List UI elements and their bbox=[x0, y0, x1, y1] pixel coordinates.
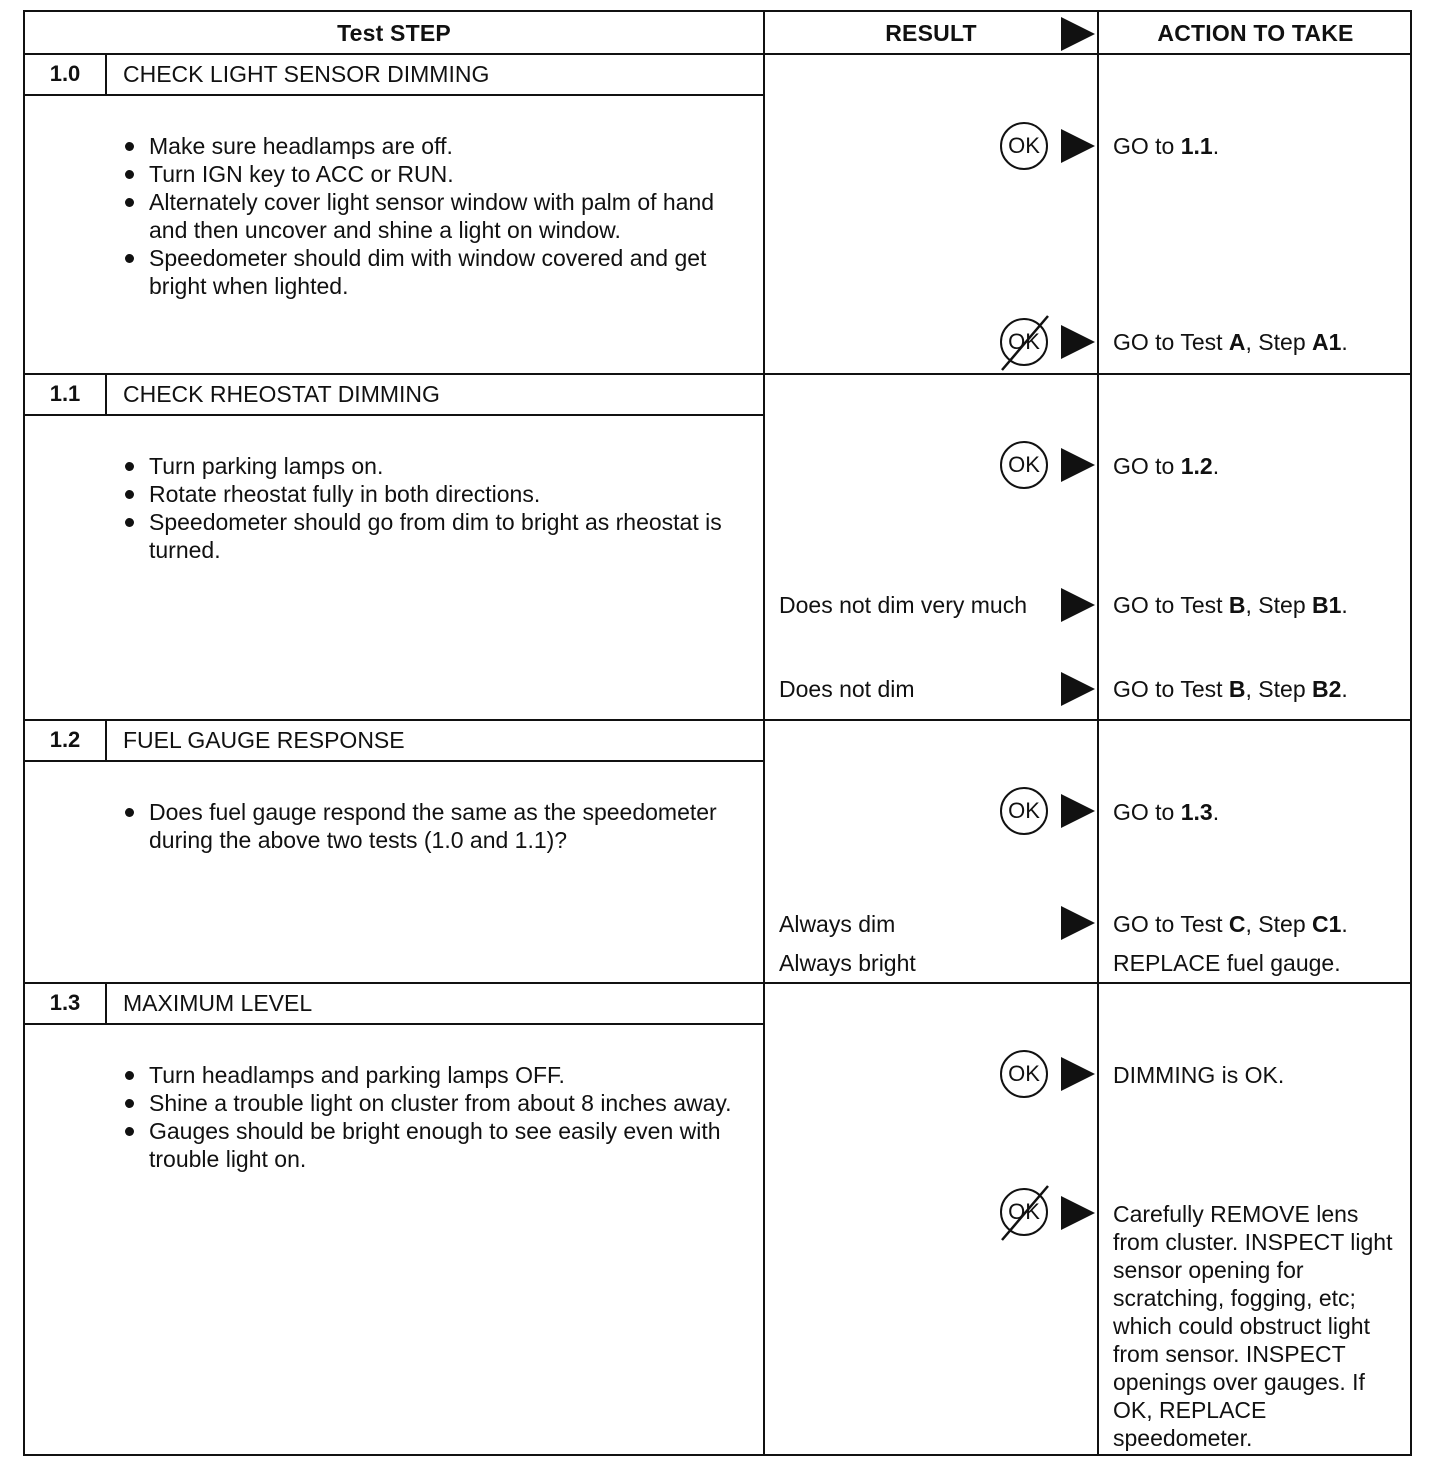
header-arrow-icon bbox=[1061, 17, 1095, 51]
instruction: Rotate rheostat fully in both directions. bbox=[123, 480, 748, 508]
instruction: Does fuel gauge respond the same as the speedometer during the above two tests (1.0 and 1.1)? bbox=[123, 798, 748, 854]
strike-icon bbox=[996, 1182, 1058, 1244]
ok-icon: OK bbox=[1000, 441, 1048, 489]
step-title: CHECK RHEOSTAT DIMMING bbox=[123, 380, 440, 407]
instruction: Speedometer should dim with window covered and get bright when lighted. bbox=[123, 244, 748, 300]
arrow-icon bbox=[1061, 325, 1095, 359]
instruction: Turn IGN key to ACC or RUN. bbox=[123, 160, 748, 188]
arrow-icon bbox=[1061, 794, 1095, 828]
action-text: DIMMING is OK. bbox=[1113, 1062, 1285, 1088]
step-number: 1.3 bbox=[25, 983, 107, 1023]
instruction: Alternately cover light sensor window with palm of hand and then uncover and shine a light on window. bbox=[123, 188, 748, 244]
instruction: Turn parking lamps on. bbox=[123, 452, 748, 480]
column-divider-action bbox=[1097, 12, 1099, 1454]
instruction: Gauges should be bright enough to see easily even with trouble light on. bbox=[123, 1117, 748, 1173]
result-text: Always bright bbox=[779, 950, 916, 976]
step-title: MAXIMUM LEVEL bbox=[123, 989, 313, 1016]
arrow-icon bbox=[1061, 129, 1095, 163]
ok-label: OK bbox=[1008, 133, 1040, 158]
ok-icon: OK bbox=[1000, 787, 1048, 835]
step-1-3-instructions bbox=[123, 1061, 748, 1173]
instruction: Make sure headlamps are off. bbox=[123, 132, 748, 160]
step-1-3-header bbox=[25, 983, 763, 1025]
step-title: FUEL GAUGE RESPONSE bbox=[123, 726, 405, 753]
arrow-icon bbox=[1061, 1057, 1095, 1091]
action-text: GO to Test B, Step B1. bbox=[1113, 592, 1348, 618]
instruction: Speedometer should go from dim to bright as rheostat is turned. bbox=[123, 508, 748, 564]
step-number: 1.1 bbox=[25, 374, 107, 414]
step-1-0-header bbox=[25, 54, 763, 96]
action-text: GO to Test A, Step A1. bbox=[1113, 329, 1348, 355]
header-result-label: RESULT bbox=[885, 19, 977, 46]
ok-icon: OK bbox=[1000, 1050, 1048, 1098]
action-text: GO to 1.3. bbox=[1113, 799, 1220, 825]
action-text: GO to Test C, Step C1. bbox=[1113, 911, 1348, 937]
step-1-2-instructions bbox=[123, 798, 748, 854]
action-text: GO to 1.2. bbox=[1113, 453, 1220, 479]
not-ok-icon: OK bbox=[1000, 1188, 1048, 1236]
step-number: 1.2 bbox=[25, 720, 107, 760]
action-text: GO to Test B, Step B2. bbox=[1113, 676, 1348, 702]
step-title: CHECK LIGHT SENSOR DIMMING bbox=[123, 60, 490, 87]
arrow-icon bbox=[1061, 906, 1095, 940]
column-divider-result bbox=[763, 12, 765, 1454]
diagnostic-table bbox=[23, 10, 1412, 1456]
arrow-icon bbox=[1061, 1196, 1095, 1230]
step-1-1-instructions bbox=[123, 452, 748, 564]
result-text: Does not dim very much bbox=[779, 592, 1027, 618]
result-text: Does not dim bbox=[779, 676, 915, 702]
step-number: 1.0 bbox=[25, 54, 107, 94]
arrow-icon bbox=[1061, 448, 1095, 482]
header-action: ACTION TO TAKE bbox=[1157, 19, 1354, 46]
step-1-1-header bbox=[25, 374, 763, 416]
header-result bbox=[765, 12, 1097, 54]
instruction: Shine a trouble light on cluster from about 8 inches away. bbox=[123, 1089, 748, 1117]
instruction: Turn headlamps and parking lamps OFF. bbox=[123, 1061, 748, 1089]
arrow-icon bbox=[1061, 672, 1095, 706]
step-1-0-instructions bbox=[123, 132, 748, 300]
not-ok-icon: OK bbox=[1000, 318, 1048, 366]
ok-icon bbox=[1000, 122, 1048, 170]
action-text: Carefully REMOVE lens from cluster. INSPECT light sensor opening for scratching, fogging, etc; which could obstruct light from sensor. INSPECT openings over gauges. If OK, REPLACE speedometer. bbox=[1113, 1201, 1393, 1451]
step-1-2-header bbox=[25, 720, 763, 762]
action-text: REPLACE fuel gauge. bbox=[1113, 950, 1341, 976]
strike-icon bbox=[996, 312, 1058, 374]
header-test-step: Test STEP bbox=[337, 19, 451, 46]
arrow-icon bbox=[1061, 588, 1095, 622]
action-text: GO to 1.1. bbox=[1113, 133, 1220, 159]
result-text: Always dim bbox=[779, 911, 896, 937]
